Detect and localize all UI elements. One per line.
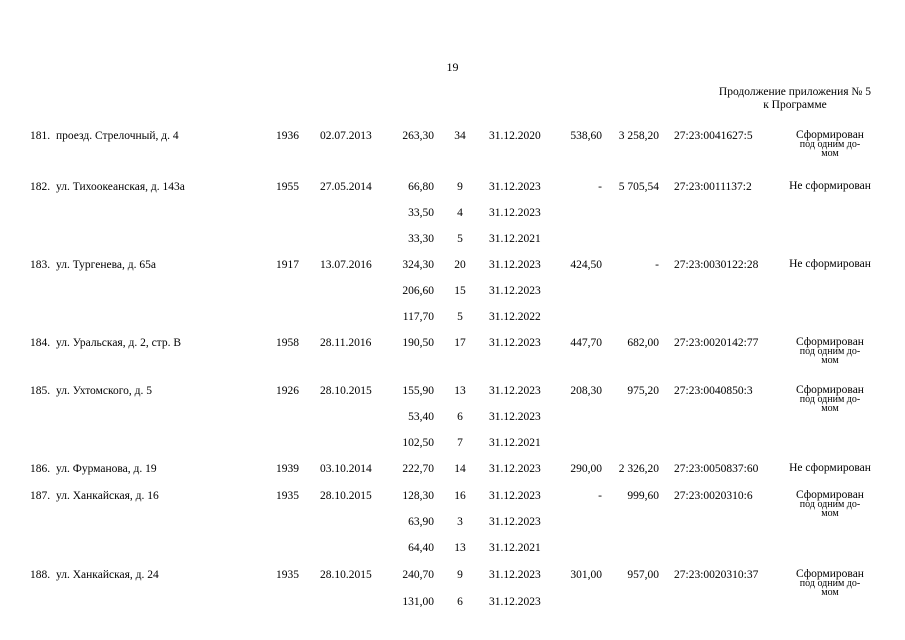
status-line: под одним до- xyxy=(799,499,861,510)
area-cell: 190,50 xyxy=(402,337,434,349)
status-line: Сформирован xyxy=(796,489,864,501)
area-cell: 53,40 xyxy=(408,411,434,423)
status-line: мом xyxy=(821,587,839,598)
year-built-cell: 1958 xyxy=(276,337,299,349)
table-row xyxy=(0,596,905,610)
address-cell: ул. Ханкайская, д. 16 xyxy=(56,490,159,502)
residents-count-cell: 6 xyxy=(457,411,463,423)
row-number-cell: 184. xyxy=(30,337,51,349)
row-number-cell: 185. xyxy=(30,385,51,397)
date-cell: 02.07.2013 xyxy=(320,130,372,142)
term-date-cell: 31.12.2023 xyxy=(489,490,541,502)
row-number-cell: 182. xyxy=(30,181,51,193)
term-date-cell: 31.12.2021 xyxy=(489,233,541,245)
table-row xyxy=(0,285,905,299)
value-1-cell: 208,30 xyxy=(570,385,602,397)
year-built-cell: 1917 xyxy=(276,259,299,271)
table-row xyxy=(0,384,905,414)
status-line: под одним до- xyxy=(799,578,861,589)
status-line: мом xyxy=(821,508,839,519)
area-cell: 117,70 xyxy=(402,311,434,323)
value-1-cell: 301,00 xyxy=(570,569,602,581)
area-cell: 128,30 xyxy=(402,490,434,502)
residents-count-cell: 34 xyxy=(454,130,466,142)
continuation-line-1: Продолжение приложения № 5 xyxy=(718,86,871,98)
continuation-heading xyxy=(719,86,871,112)
table-row xyxy=(0,311,905,325)
cadastral-number-cell: 27:23:0050837:60 xyxy=(674,463,759,475)
year-built-cell: 1955 xyxy=(276,181,299,193)
status-line: Не сформирован xyxy=(789,258,871,270)
residents-count-cell: 9 xyxy=(457,181,463,193)
status-cell xyxy=(780,490,880,518)
residents-count-cell: 5 xyxy=(457,311,463,323)
value-2-cell: 5 705,54 xyxy=(618,181,659,193)
term-date-cell: 31.12.2023 xyxy=(489,516,541,528)
residents-count-cell: 14 xyxy=(454,463,466,475)
year-built-cell: 1936 xyxy=(276,130,299,142)
status-line: под одним до- xyxy=(799,346,861,357)
year-built-cell: 1926 xyxy=(276,385,299,397)
residents-count-cell: 7 xyxy=(457,437,463,449)
address-cell: ул. Фурманова, д. 19 xyxy=(56,463,157,475)
area-cell: 131,00 xyxy=(402,596,434,608)
value-2-cell: 682,00 xyxy=(627,337,659,349)
term-date-cell: 31.12.2023 xyxy=(489,285,541,297)
value-1-cell: 538,60 xyxy=(570,130,602,142)
status-line: Не сформирован xyxy=(789,462,871,474)
term-date-cell: 31.12.2023 xyxy=(489,411,541,423)
status-line: Сформирован xyxy=(796,568,864,580)
status-cell xyxy=(780,569,880,597)
table-row xyxy=(0,207,905,221)
date-cell: 28.10.2015 xyxy=(320,490,372,502)
page-number: 19 xyxy=(446,60,459,74)
table-row xyxy=(0,411,905,425)
residents-count-cell: 13 xyxy=(454,542,466,554)
status-cell xyxy=(780,463,880,473)
area-cell: 64,40 xyxy=(408,542,434,554)
address-cell: ул. Тургенева, д. 65а xyxy=(56,259,156,271)
status-line: мом xyxy=(821,403,839,414)
table-row xyxy=(0,568,905,598)
value-2-cell: 957,00 xyxy=(627,569,659,581)
status-cell xyxy=(780,385,880,413)
status-line: мом xyxy=(821,148,839,159)
table-row xyxy=(0,259,905,273)
date-cell: 28.11.2016 xyxy=(320,337,372,349)
status-line: Сформирован xyxy=(796,336,864,348)
residents-count-cell: 13 xyxy=(454,385,466,397)
address-cell: ул. Уральская, д. 2, стр. В xyxy=(56,337,182,349)
date-cell: 13.07.2016 xyxy=(320,259,372,271)
table-row xyxy=(0,336,905,366)
status-cell xyxy=(780,130,880,158)
table-row xyxy=(0,437,905,451)
status-cell xyxy=(780,259,880,269)
table-row xyxy=(0,233,905,247)
year-built-cell: 1939 xyxy=(276,463,299,475)
area-cell: 155,90 xyxy=(402,385,434,397)
year-built-cell: 1935 xyxy=(276,490,299,502)
value-2-cell: 975,20 xyxy=(627,385,659,397)
area-cell: 102,50 xyxy=(402,437,434,449)
value-2-cell: - xyxy=(655,259,659,271)
status-line: под одним до- xyxy=(799,139,861,150)
date-cell: 28.10.2015 xyxy=(320,385,372,397)
area-cell: 240,70 xyxy=(402,569,434,581)
residents-count-cell: 5 xyxy=(457,233,463,245)
area-cell: 33,30 xyxy=(408,233,434,245)
cadastral-number-cell: 27:23:0030122:28 xyxy=(674,259,759,271)
value-1-cell: 290,00 xyxy=(570,463,602,475)
row-number-cell: 183. xyxy=(30,259,51,271)
term-date-cell: 31.12.2023 xyxy=(489,337,541,349)
status-line: Сформирован xyxy=(796,384,864,396)
term-date-cell: 31.12.2023 xyxy=(489,181,541,193)
status-line: Не сформирован xyxy=(789,180,871,192)
residents-count-cell: 3 xyxy=(457,516,463,528)
status-line: под одним до- xyxy=(799,394,861,405)
area-cell: 33,50 xyxy=(408,207,434,219)
row-number-cell: 186. xyxy=(30,463,51,475)
row-number-cell: 187. xyxy=(30,490,51,502)
value-2-cell: 999,60 xyxy=(627,490,659,502)
residents-count-cell: 4 xyxy=(457,207,463,219)
cadastral-number-cell: 27:23:0020310:6 xyxy=(674,490,753,502)
residents-count-cell: 20 xyxy=(454,259,466,271)
term-date-cell: 31.12.2023 xyxy=(489,463,541,475)
area-cell: 222,70 xyxy=(402,463,434,475)
address-cell: ул. Ухтомского, д. 5 xyxy=(56,385,153,397)
address-cell: ул. Тихоокеанская, д. 143а xyxy=(56,181,185,193)
address-cell: проезд. Стрелочный, д. 4 xyxy=(56,130,179,142)
term-date-cell: 31.12.2023 xyxy=(489,596,541,608)
value-1-cell: - xyxy=(598,490,602,502)
area-cell: 263,30 xyxy=(402,130,434,142)
term-date-cell: 31.12.2020 xyxy=(489,130,541,142)
date-cell: 28.10.2015 xyxy=(320,569,372,581)
value-1-cell: 424,50 xyxy=(570,259,602,271)
value-1-cell: 447,70 xyxy=(570,337,602,349)
table-row xyxy=(0,489,905,519)
cadastral-number-cell: 27:23:0041627:5 xyxy=(674,130,753,142)
term-date-cell: 31.12.2023 xyxy=(489,385,541,397)
date-cell: 27.05.2014 xyxy=(320,181,372,193)
cadastral-number-cell: 27:23:0020310:37 xyxy=(674,569,759,581)
table-row xyxy=(0,516,905,530)
value-2-cell: 3 258,20 xyxy=(618,130,659,142)
area-cell: 66,80 xyxy=(408,181,434,193)
row-number-cell: 188. xyxy=(30,569,51,581)
term-date-cell: 31.12.2022 xyxy=(489,311,541,323)
residents-count-cell: 15 xyxy=(454,285,466,297)
term-date-cell: 31.12.2021 xyxy=(489,542,541,554)
row-number-cell: 181. xyxy=(30,130,51,142)
area-cell: 206,60 xyxy=(402,285,434,297)
address-cell: ул. Ханкайская, д. 24 xyxy=(56,569,159,581)
cadastral-number-cell: 27:23:0011137:2 xyxy=(674,181,752,193)
year-built-cell: 1935 xyxy=(276,569,299,581)
residents-count-cell: 6 xyxy=(457,596,463,608)
term-date-cell: 31.12.2023 xyxy=(489,569,541,581)
status-cell xyxy=(780,337,880,365)
term-date-cell: 31.12.2023 xyxy=(489,207,541,219)
status-line: мом xyxy=(821,355,839,366)
residents-count-cell: 17 xyxy=(454,337,466,349)
residents-count-cell: 16 xyxy=(454,490,466,502)
status-cell xyxy=(780,181,880,191)
date-cell: 03.10.2014 xyxy=(320,463,372,475)
cadastral-number-cell: 27:23:0040850:3 xyxy=(674,385,753,397)
term-date-cell: 31.12.2023 xyxy=(489,259,541,271)
continuation-line-2: к Программе xyxy=(763,99,827,111)
term-date-cell: 31.12.2021 xyxy=(489,437,541,449)
residents-count-cell: 9 xyxy=(457,569,463,581)
area-cell: 324,30 xyxy=(402,259,434,271)
table-row xyxy=(0,129,905,159)
table-row xyxy=(0,542,905,556)
value-1-cell: - xyxy=(598,181,602,193)
area-cell: 63,90 xyxy=(408,516,434,528)
value-2-cell: 2 326,20 xyxy=(618,463,659,475)
table-row xyxy=(0,463,905,477)
status-line: Сформирован xyxy=(796,129,864,141)
cadastral-number-cell: 27:23:0020142:77 xyxy=(674,337,759,349)
table-row xyxy=(0,181,905,195)
